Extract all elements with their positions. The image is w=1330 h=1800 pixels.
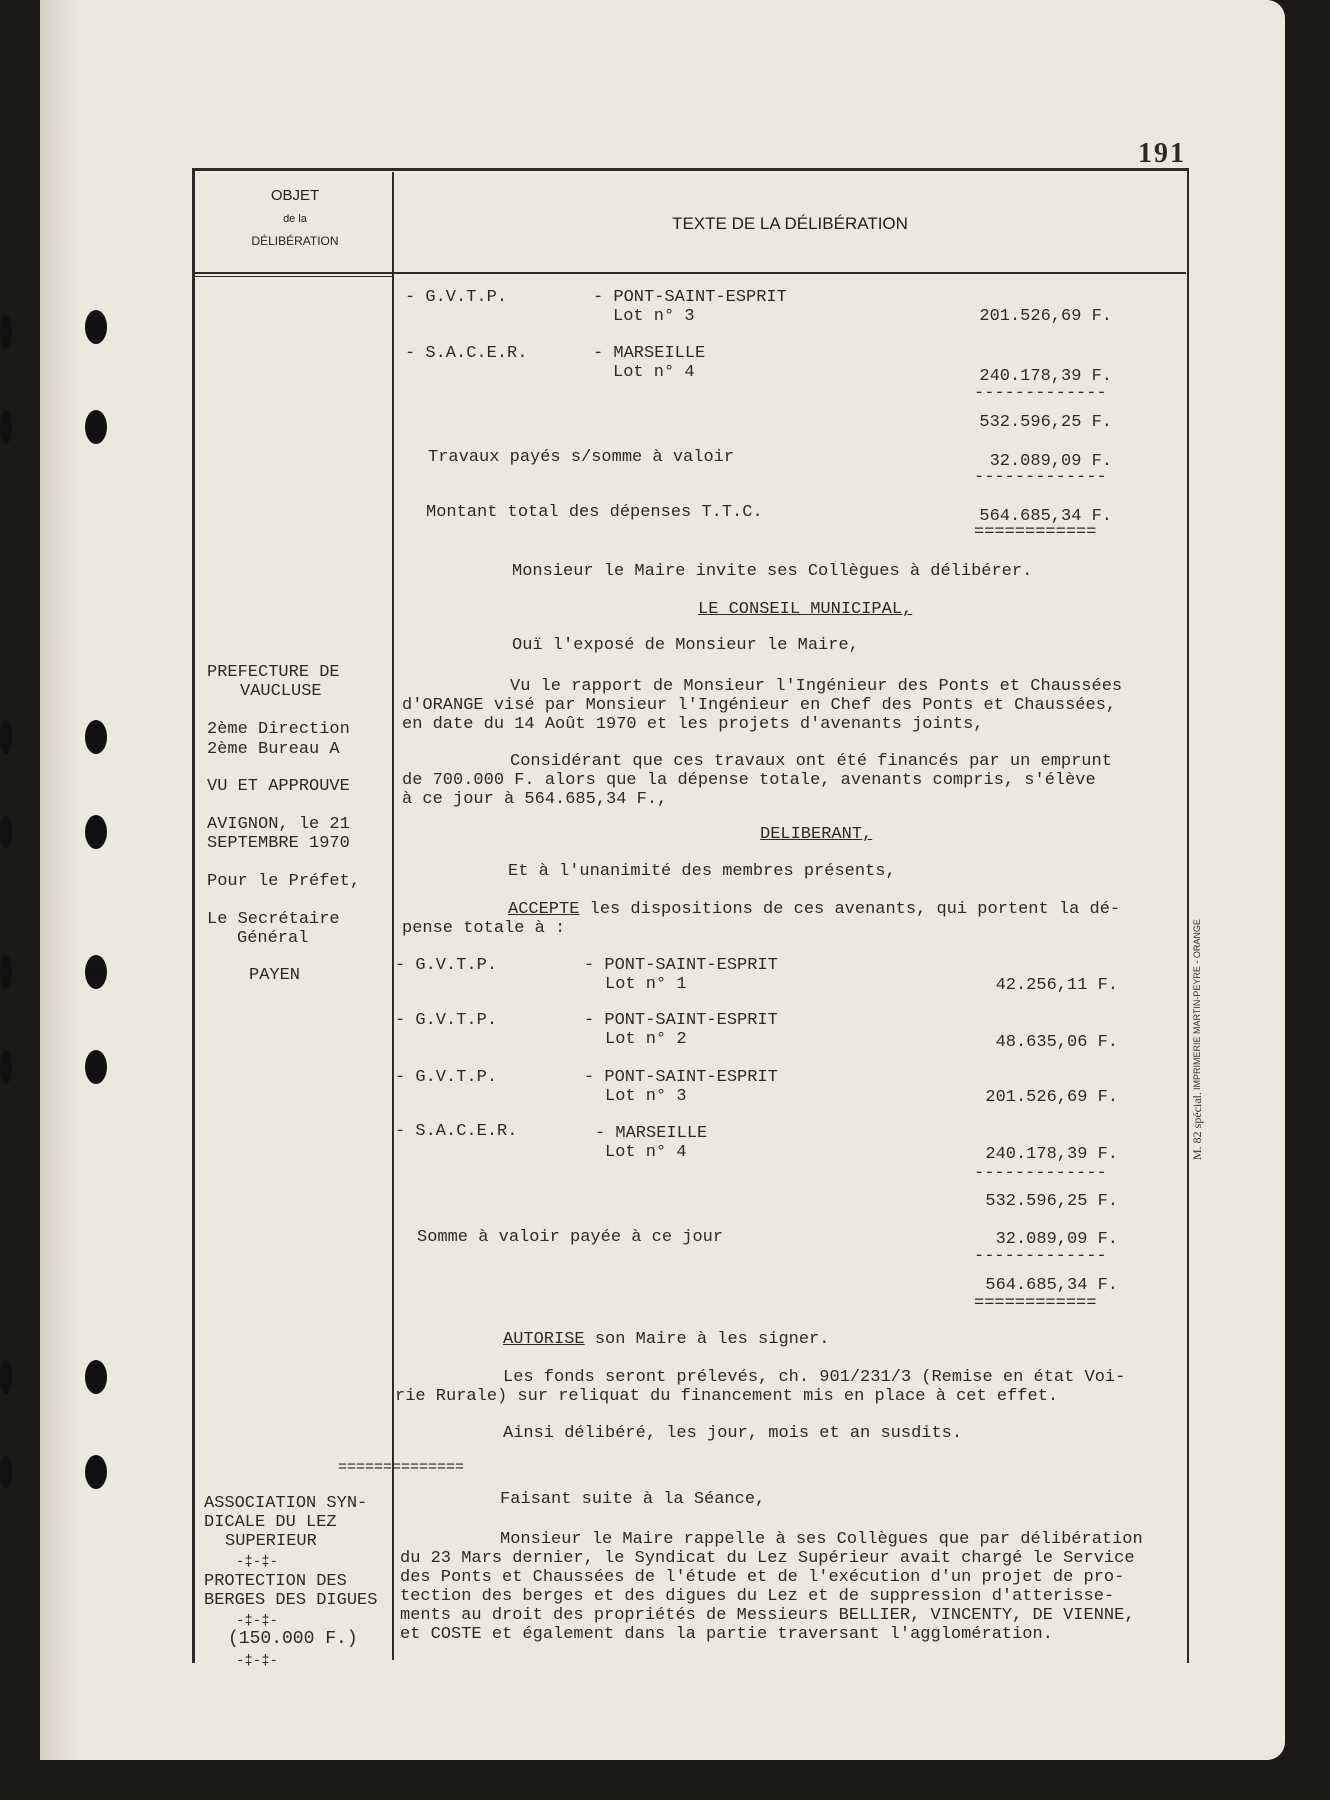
header-objet-line3: DÉLIBÉRATION bbox=[251, 234, 339, 248]
accepte-line-2: pense totale à : bbox=[402, 919, 566, 938]
margin-bureau: 2ème Bureau A bbox=[207, 740, 340, 759]
autorise-word: AUTORISE bbox=[503, 1330, 585, 1349]
printer-form: M. 82 spécial. bbox=[1190, 1092, 1204, 1160]
margin-deco-3: -‡-‡- bbox=[236, 1653, 279, 1669]
page-fold-shadow bbox=[40, 0, 80, 1760]
lot-number: Lot n° 2 bbox=[605, 1030, 687, 1049]
binder-hole bbox=[85, 955, 107, 989]
accepte-line-1 bbox=[508, 900, 1120, 919]
accepte-word: ACCEPTE bbox=[508, 900, 580, 919]
binder-hole bbox=[85, 1455, 107, 1489]
lot-amount: 42.256,11 F. bbox=[995, 976, 1118, 995]
header-objet-line2: de la bbox=[283, 213, 307, 225]
binder-hole bbox=[0, 815, 12, 849]
margin-avignon-1: AVIGNON, le 21 bbox=[207, 815, 350, 834]
binder-hole bbox=[0, 410, 12, 444]
margin-amount: (150.000 F.) bbox=[228, 1629, 358, 1649]
margin-deco-2: -‡-‡- bbox=[236, 1613, 279, 1629]
lot-amount: 240.178,39 F. bbox=[979, 367, 1112, 386]
considerant-line-3: à ce jour à 564.685,34 F., bbox=[402, 790, 668, 809]
ainsi-text: Ainsi délibéré, les jour, mois et an susdits. bbox=[503, 1424, 963, 1443]
accepte-rest: les dispositions de ces avenants, qui portent la dé- bbox=[579, 900, 1121, 919]
lot-amount: 201.526,69 F. bbox=[985, 1088, 1118, 1107]
lot-entity: - G.V.T.P. bbox=[395, 1011, 498, 1030]
invite-text: Monsieur le Maire invite ses Collègues à délibérer. bbox=[512, 562, 1033, 581]
rappel-line-6: et COSTE et également dans la partie traversant l'agglomération. bbox=[400, 1625, 1053, 1644]
lot-number: Lot n° 4 bbox=[613, 363, 695, 382]
lot-amount: 48.635,06 F. bbox=[995, 1033, 1118, 1052]
double-rule: ============ bbox=[974, 1294, 1097, 1313]
dash-rule: ------------- bbox=[974, 468, 1107, 487]
fonds-line-1: Les fonds seront prélevés, ch. 901/231/3 (Remise en état Voi- bbox=[503, 1368, 1126, 1387]
vu-line-2: d'ORANGE visé par Monsieur l'Ingénieur en Chef des Ponts et Chaussées, bbox=[402, 696, 1117, 715]
margin-association-1: ASSOCIATION SYN- bbox=[204, 1494, 368, 1513]
double-rule: ============ bbox=[974, 523, 1097, 542]
binder-hole bbox=[0, 720, 12, 754]
margin-direction: 2ème Direction bbox=[207, 720, 350, 739]
header-objet bbox=[200, 186, 390, 250]
margin-prefecture-1: PREFECTURE DE bbox=[207, 663, 340, 682]
binder-hole bbox=[0, 315, 12, 349]
conseil-heading: LE CONSEIL MUNICIPAL, bbox=[698, 600, 913, 619]
dash-rule: ------------- bbox=[974, 1164, 1107, 1183]
montant-amount: 564.685,34 F. bbox=[979, 507, 1112, 526]
lot-place: - MARSEILLE bbox=[593, 344, 706, 363]
column-separator bbox=[392, 172, 394, 1660]
header-rule-double bbox=[192, 276, 392, 277]
travaux-amount: 32.089,09 F. bbox=[989, 452, 1112, 471]
lot-number: Lot n° 4 bbox=[605, 1143, 687, 1162]
margin-prefecture-2: VAUCLUSE bbox=[240, 682, 322, 701]
lot-place: - PONT-SAINT-ESPRIT bbox=[593, 288, 787, 307]
total-amount: 564.685,34 F. bbox=[985, 1276, 1118, 1295]
lot-number: Lot n° 3 bbox=[605, 1087, 687, 1106]
margin-pour: Pour le Préfet, bbox=[207, 872, 361, 891]
lot-entity: - G.V.T.P. bbox=[395, 956, 498, 975]
binder-hole bbox=[0, 1360, 12, 1394]
binder-hole bbox=[0, 1455, 12, 1489]
margin-separator: ============== bbox=[338, 1459, 465, 1476]
rappel-line-4: tection des berges et des digues du Lez et de suppression d'atterisse- bbox=[400, 1587, 1115, 1606]
header-objet-line1: OBJET bbox=[270, 187, 320, 204]
dash-rule: ------------- bbox=[974, 384, 1107, 403]
somme-amount: 32.089,09 F. bbox=[995, 1230, 1118, 1249]
unanimite-text: Et à l'unanimité des membres présents, bbox=[508, 862, 896, 881]
margin-association-2: DICALE DU LEZ bbox=[204, 1513, 337, 1532]
header-rule bbox=[192, 272, 1186, 274]
somme-label: Somme à valoir payée à ce jour bbox=[417, 1228, 724, 1247]
vu-line-3: en date du 14 Août 1970 et les projets d'avenants joints, bbox=[402, 715, 984, 734]
binder-hole bbox=[0, 1050, 12, 1084]
margin-protection-1: PROTECTION DES bbox=[204, 1572, 347, 1591]
binder-hole bbox=[0, 955, 12, 989]
oui-text: Ouï l'exposé de Monsieur le Maire, bbox=[512, 636, 859, 655]
margin-signature: PAYEN bbox=[249, 966, 301, 985]
lot-number: Lot n° 1 bbox=[605, 975, 687, 994]
margin-protection-2: BERGES DES DIGUES bbox=[204, 1591, 378, 1610]
lot-place: - PONT-SAINT-ESPRIT bbox=[584, 1011, 778, 1030]
lot-place: - PONT-SAINT-ESPRIT bbox=[584, 1068, 778, 1087]
lot-entity: - S.A.C.E.R. bbox=[395, 1122, 518, 1141]
lot-place: - MARSEILLE bbox=[595, 1124, 708, 1143]
lot-entity: - G.V.T.P. bbox=[405, 288, 508, 307]
considerant-line-2: de 700.000 F. alors que la dépense totale, avenants compris, s'élève bbox=[402, 771, 1096, 790]
lot-amount: 240.178,39 F. bbox=[985, 1145, 1118, 1164]
rappel-line-1: Monsieur le Maire rappelle à ses Collègues que par délibération bbox=[500, 1530, 1143, 1549]
travaux-label: Travaux payés s/somme à valoir bbox=[428, 448, 735, 467]
fonds-line-2: rie Rurale) sur reliquat du financement mis en place à cet effet. bbox=[395, 1387, 1059, 1406]
faisant-text: Faisant suite à la Séance, bbox=[500, 1490, 766, 1509]
autorise-line bbox=[503, 1330, 829, 1349]
margin-avignon-2: SEPTEMBRE 1970 bbox=[207, 834, 350, 853]
lot-entity: - G.V.T.P. bbox=[395, 1068, 498, 1087]
binder-hole bbox=[85, 310, 107, 344]
vu-line-1: Vu le rapport de Monsieur l'Ingénieur des Ponts et Chaussées bbox=[510, 677, 1123, 696]
margin-association-3: SUPERIEUR bbox=[225, 1532, 317, 1551]
margin-approuve: VU ET APPROUVE bbox=[207, 777, 350, 796]
lot-number: Lot n° 3 bbox=[613, 307, 695, 326]
binder-hole bbox=[85, 1050, 107, 1084]
header-texte: TEXTE DE LA DÉLIBÉRATION bbox=[672, 214, 908, 233]
printer-mark: IMPRIMERIE MARTIN-PEYRE - ORANGE bbox=[1192, 919, 1202, 1090]
rappel-line-5: ments au droit des propriétés de Messieurs BELLIER, VINCENTY, DE VIENNE, bbox=[400, 1606, 1135, 1625]
binder-hole bbox=[85, 1360, 107, 1394]
margin-deco-1: -‡-‡- bbox=[236, 1554, 279, 1570]
dash-rule: ------------- bbox=[974, 1247, 1107, 1266]
binder-hole bbox=[85, 720, 107, 754]
autorise-rest: son Maire à les signer. bbox=[584, 1330, 830, 1349]
binder-hole bbox=[85, 410, 107, 444]
lot-amount: 201.526,69 F. bbox=[979, 307, 1112, 326]
lot-entity: - S.A.C.E.R. bbox=[405, 344, 528, 363]
page-number: 191 bbox=[1138, 138, 1186, 169]
considerant-line-1: Considérant que ces travaux ont été financés par un emprunt bbox=[510, 752, 1112, 771]
margin-secretaire-1: Le Secrétaire bbox=[207, 910, 340, 929]
subtotal-amount: 532.596,25 F. bbox=[985, 1192, 1118, 1211]
rappel-line-3: des Ponts et Chaussées de l'étude et de l'exécution d'un projet de pro- bbox=[400, 1568, 1125, 1587]
montant-label: Montant total des dépenses T.T.C. bbox=[426, 503, 763, 522]
subtotal-amount: 532.596,25 F. bbox=[979, 413, 1112, 432]
binder-hole bbox=[85, 815, 107, 849]
lot-place: - PONT-SAINT-ESPRIT bbox=[584, 956, 778, 975]
deliberant-heading: DELIBERANT, bbox=[760, 825, 873, 844]
rappel-line-2: du 23 Mars dernier, le Syndicat du Lez Supérieur avait chargé le Service bbox=[400, 1549, 1135, 1568]
margin-secretaire-2: Général bbox=[237, 929, 309, 948]
